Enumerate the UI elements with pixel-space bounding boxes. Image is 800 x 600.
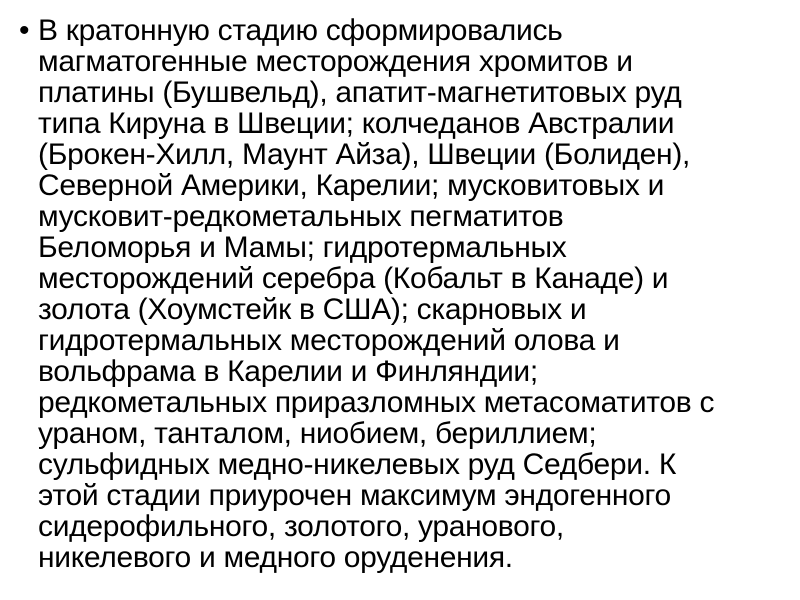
bullet-text-line: этой стадии приурочен максимум эндогенного [38, 479, 671, 512]
bullet-text-line: гидротермальных месторождений олова и [38, 324, 620, 357]
bullet-text-line: ураном, танталом, ниобием, бериллием; [38, 417, 597, 450]
bullet-text-line: вольфрама в Карелии и Финляндии; [38, 355, 538, 388]
bullet-text [38, 15, 714, 573]
bullet-text-line: В кратонную стадию сформировались [38, 14, 563, 47]
bullet-text-line: типа Кируна в Швеции; колчеданов Австралии [38, 107, 675, 140]
bullet-text-line: редкометальных приразломных метасоматитов с [38, 386, 715, 419]
bullet-text-line: магматогенные месторождения хромитов и [38, 45, 633, 78]
bullet-text-line: золота (Хоумстейк в США); скарновых и [38, 293, 587, 326]
bullet-text-line: никелевого и медного оруденения. [38, 541, 513, 574]
bullet-text-line: Беломорья и Мамы; гидротермальных [38, 231, 567, 264]
bullet-text-line: месторождений серебра (Кобальт в Канаде) и [38, 262, 669, 295]
bullet-text-line: (Брокен-Хилл, Маунт Айза), Швеции (Болиден), [38, 138, 691, 171]
bullet-text-line: мусковит-редкометальных пегматитов [38, 200, 564, 233]
bullet-text-line: сидерофильного, золотого, уранового, [38, 510, 564, 543]
bullet-paragraph [0, 15, 714, 573]
bullet-text-line: платины (Бушвельд), апатит-магнетитовых руд [38, 76, 682, 109]
bullet-text-line: сульфидных медно-никелевых руд Седбери. К [38, 448, 676, 481]
bullet-text-line: Северной Америки, Карелии; мусковитовых и [38, 169, 665, 202]
bullet-marker: • [19, 14, 30, 47]
